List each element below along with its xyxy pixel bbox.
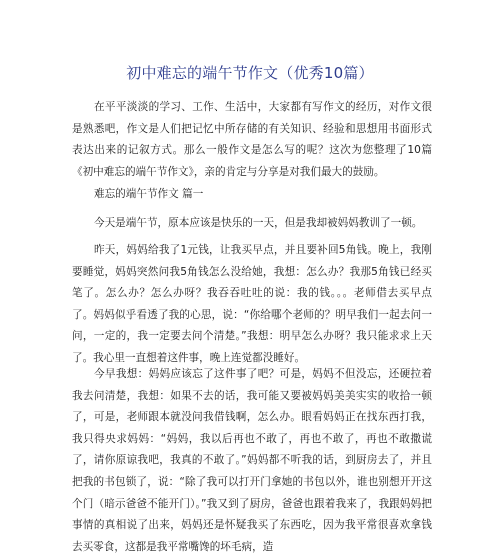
section-heading: 难忘的端午节作文 篇一 <box>94 188 204 200</box>
body-paragraph-2: 昨天，妈妈给我了1元钱，让我买早点，并且要补回5角钱。晚上，我刚要睡觉，妈妈突然问我5角钱怎么没给她，我想：怎么办？我那5角钱已经买笔了。怎么办？怎么办呀？我吞吞吐吐的说：我的钱。。。老师借去买早点了。妈妈似乎看透了我的心思，说：“你给哪个老师的？明早我们一起去问一问，一定的，我一定要去问个清楚。”我想：明早怎么办呀？我只能求求上天了。我心里一直想着这件事，晚上连觉都没睡好。 <box>72 244 432 364</box>
body-paragraph-3: 今早我想：妈妈应该忘了这件事了吧？可是，妈妈不但没忘，还硬拉着我去问清楚，我想：如果不去的话，我可能又要被妈妈美美实实的收拾一顿了，可是，老师跟本就没问我借钱啊，怎么办。眼看妈妈正在找东西打我，我只得央求妈妈：“妈妈，我以后再也不敢了，再也不敢了，再也不敢撒谎了，请你原谅我吧，我真的不敢了。”妈妈都不听我的话，到厨房去了，并且把我的书包锁了，说：“除了我可以打开门拿她的书包以外，谁也别想开开这个门（暗示爸爸不能开门）。”我又到了厨房，爸爸也跟着我来了，我跟妈妈把事情的真相说了出来，妈妈还是怀疑我买了东西吃，因为我平常很喜欢拿钱去买零食，这都是我平常嘴馋的坏毛病，造 <box>72 368 432 553</box>
document-title: 初中难忘的端午节作文（优秀10篇） <box>126 64 374 82</box>
intro-paragraph: 在平平淡淡的学习、工作、生活中，大家都有写作文的经历，对作文很是熟悉吧，作文是人们把记忆中所存储的有关知识、经验和思想用书面形式表达出来的记叙方式。那么一般作文是怎么写的呢？这次为您整理了10篇《初中难忘的端午节作文》，亲的肯定与分享是对我们最大的鼓励。 <box>72 101 432 178</box>
body-paragraph-1: 今天是端午节，原本应该是快乐的一天，但是我却被妈妈教训了一顿。 <box>94 217 423 229</box>
